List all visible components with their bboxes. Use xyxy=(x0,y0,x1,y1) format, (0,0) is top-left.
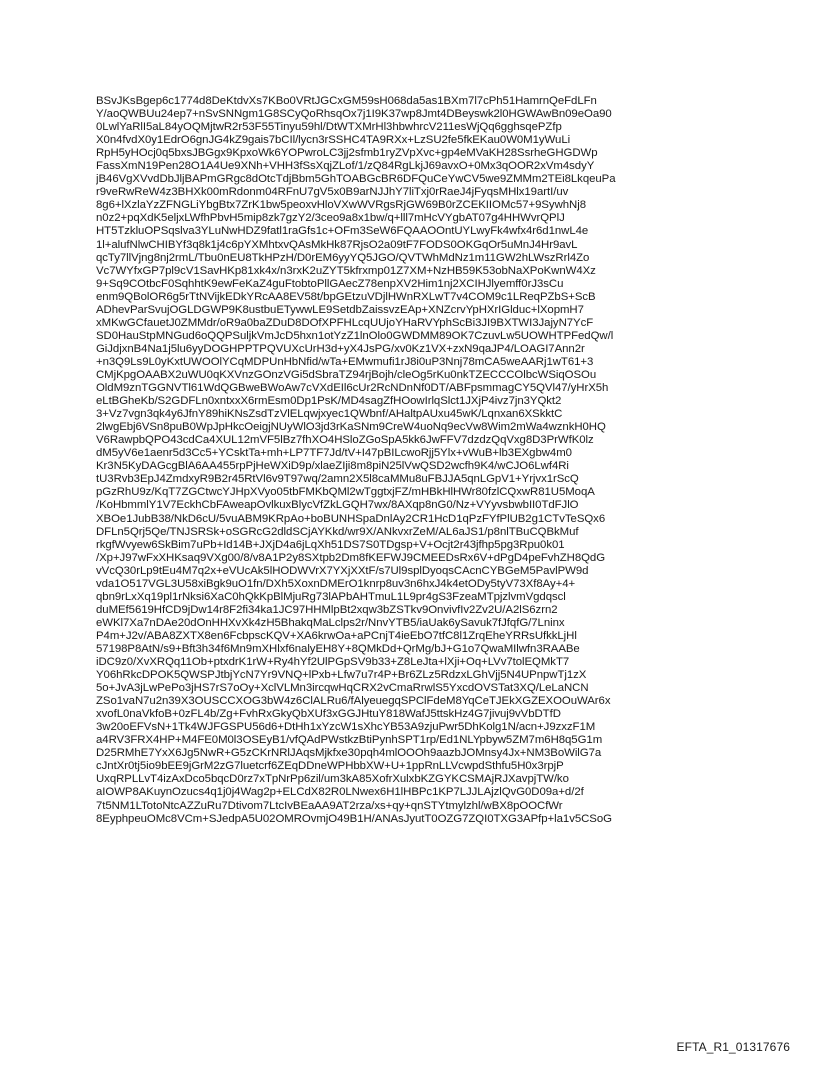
text-line: ADhevParSvujOGLDGWP9K8ustbuETywwLE9SetdbZaissvzEAp+XNZcrvYpHXrIGlduc+lXopmH7 xyxy=(96,303,584,316)
text-line: a4RV3FRX4HP+M4FE0M0l3OSEyB1/vfQAdPWstkzBtiPynhSPT1rp/Ed1NLYpbyw5ZM7m6H8q5G1m xyxy=(96,734,603,747)
text-line: vda1O517VGL3U58xiBgk9uO1fn/DXh5XoxnDMErO1knrp8uv3n6hxJ4k4etODy5tyV73Xf8Ay+4+ xyxy=(96,577,576,590)
text-line: P4m+J2v/ABA8ZXTX8en6FcbpscKQV+XA6krwOa+aPCnjT4ieEbO7tfC8l1ZrqEheYRRsUfkkLjHl xyxy=(96,629,577,642)
text-line: 7t5NM1LTotoNtcAZZuRu7Dtivom7LtcIvBEaAA9AT2rza/xs+qy+qnSTYtmylzhl/wBX8pOOCfWr xyxy=(96,799,563,812)
text-line: Vc7WYfxGP7pl9cV1SavHKp81xk4x/n3rxK2uZYT5kfrxmp01Z7XM+NzHB59K53obNaXPoKwnW4Xz xyxy=(96,264,596,277)
text-line: Y06hRkcDPOK5QWSPJtbjYcN7Yr9VNQ+lPxb+Lfw7u7r4P+Br6ZLz5RdzxLGhVjj5N4UPnpwTj1zX xyxy=(96,669,587,682)
text-line: duMEf5619HfCD9jDw14r8F2fi34ka1JC97HHMlpBt2xqw3bZSTkv9OnvivfIv2Zv2U/A2lS6zrn2 xyxy=(96,603,558,616)
text-line: GiJdjxnB4Na1j5lu6yyDOGHPPTPQVUXcUrH3d+yX4JsPG/xv0Kz1VX+zxN9qaJP4/LOAGI7Ann2r xyxy=(96,342,585,355)
text-line: DFLn5Qrj5Qe/TNJSRSk+oSGRcG2dldSCjAYKkd/wr9X/ANkvxrZeM/AL6aJS1/p8nlTBuCQBkMuf xyxy=(96,525,579,538)
text-line: jB46VgXVvdDbJljBAPmGRgc8dOtcTdjBbm5GhTOABGcBR6DFQuCeYwCV5we9ZMMm2TEi8LkqeuPa xyxy=(96,173,616,186)
text-line: V6RawpbQPO43cdCa4XUL12mVF5lBz7fhXO4HSloZGoSpA5kk6JwFFV7dzdzQqVxg8D3PrWfK0lz xyxy=(96,434,594,447)
text-line: cJntXr0tj5io9bEE9jGrM2zG7luetcrf6ZEqDDneWPHbbXW+U+1ppRnLLVcwpdSthfu5H0x3rpjP xyxy=(96,760,564,773)
text-line: 9+Sq9COtbcF0SqhhtK9ewFeKaZ4guFtobtoPllGAecZ78enpXV2Him1nj2XCIHJlyemff0rJ3sCu xyxy=(96,277,564,290)
text-line: dM5yV6e1aenr5d3Cc5+YCsktTa+mh+LP7TF7Jd/tV+I47pBILcwoRjj5Ylx+vWuB+lb3EXgbw4m0 xyxy=(96,447,572,460)
text-line: CMjKpgOAABX2uWU0qKXVnzGOnzVGi5dSbraTZ94rjBojh/cleOg5rKu0nkTZECCCOlbcWSiqOSOu xyxy=(96,368,597,381)
text-line: /KoHbmmlY1V7EckhCbFAweapOvlkuxBlycVfZkLGQH7wx/8AXqp8nG0/Nz+VYyvsbwbII0TdFJlO xyxy=(96,499,579,512)
text-line: tU3Rvb3EpJ4ZmdxyR9B2r45RtVl6v9T97wq/2amn2X5l8caMMu8uFBJJA5qnLGpV1+Yrjvx1rScQ xyxy=(96,473,579,486)
text-line: vVcQ30rLp9tEu4M7q2x+eVUcAk5lHODWVrX7YXjXXtF/s7Ul9splDyoqsCAcnCYBGeM5PavlPW9d xyxy=(96,564,589,577)
text-line: SD0HauStpMNGud6oQQPSuljkVmJcD5hxn1otYzZ1lnOlo0GWDMM89OK7CzuvLw5UOWHTPFedQw/l xyxy=(96,329,614,342)
text-line: ZSo1vaN7u2n39X3OUSCCXOG3bW4z6ClALRu6/fAlyeuegqSPClFdeM8YqCeTJEkXGZEXOOuWAr6x xyxy=(96,695,611,708)
text-line: 3w20oEFVsN+1Tk4WJFGSPU56d6+DtHh1xYzcW1sXhcYB53A9zjuPwr5DhKolg1N/acn+J9zxzF1M xyxy=(96,721,596,734)
text-line: HT5TzkluOPSqslva3YLuNwHDZ9fatl1raGfs1c+OFm3SeW6FQAAOOntUYLwyFk4wfx4r6d1nwL4e xyxy=(96,225,589,238)
text-line: Y/aoQWBUu24ep7+nSvSNNgm1G8SCyQoRhsqOx7j1I9K37wp8Jmt4DBeyswk2l0HGWAwBn09eOa90 xyxy=(96,108,612,121)
text-line: X0n4fvdX0y1EdrO6gnJG4kZ9gais7bCIl/lycn3rSSHC4TA9RXx+LzSU2fe5fkEKau0W0M1yWuLi xyxy=(96,134,571,147)
text-line: xMKwGCfauetJ0ZMMdr/oR9a0baZDuD8DOfXPFHLcqUUjoYHaRVYphScBi3JI9BXTWI3JajyN7YcF xyxy=(96,316,594,329)
text-line: +n3Q9Ls9L0yKxtUWOOlYCqMDPUnHbNfid/wTa+EMwmufi1rJ8i0uP3Nnj78mCA5weAARj1wT61+3 xyxy=(96,355,594,368)
text-line: eWKl7Xa7nDAe20dOnHHXvXk4zH5BhakqMaLclps2r/NnvYTB5/iaUak6ySavuk7fJfqfG/7Lninx xyxy=(96,616,565,629)
bates-number: EFTA_R1_01317676 xyxy=(676,1040,790,1054)
text-line: FassXmN19Pen28O1A4Ue9XNh+VHH3fSsXqjZLof/1/zQ84RgLkjJ69avxO+0Mx3qOOR2xVm4sdyY xyxy=(96,160,595,173)
text-line: 1l+alufNlwCHIBYf3q8k1j4c6pYXMhtxvQAsMkHk87RjsO2a09tF7FODS0OKGqOr5uMnJ4Hr9avL xyxy=(96,238,578,251)
text-line: 2lwgEbj6VSn8puB0WpJpHkcOeigjNUyWlO3jd3rKaSNm9CreW4uoNq9ecVw8Wim2mWa4wznkH0HQ xyxy=(96,421,606,434)
text-line: RpH5yHOcj0q5bxsJBGgx9KpxoWk6YOPwroLC3jj2sfmb1ryZVpXvc+gp4eMVaKH28SsrheGHGDWp xyxy=(96,147,598,160)
text-line: UxqRPLLvT4izAxDco5bqcD0rz7xTpNrPp6zil/um3kA85XofrXulxbKZGYKCSMAjRJXavpjTW/ko xyxy=(96,773,569,786)
text-line: rkgfWvyew6SkBim7uPb+Id14B+JXjD4a6jLqXh51DS7S0TDgsp+V+Ocjt2r43jfhp5pg3Rpu0k01 xyxy=(96,538,565,551)
text-line: OldM9znTGGNVTl61WdQGBweBWoAw7cVXdEIl6cUr2RcNDnNf0DT/ABFpsmmagCY5QVl47/yHrX5h xyxy=(96,382,609,395)
text-line: eLtBGheKb/S2GDFLn0xntxxX6rmEsm0Dp1PsK/MD4sagZfHOowIrlqSlct1JXjP4ivz7jn3YQkt2 xyxy=(96,395,562,408)
text-line: enm9QBolOR6g5rTtNVijkEDkYRcAA8EV58t/bpGEtzuVDjlHWnRXLwT7v4COM9c1LReqPZbS+ScB xyxy=(96,290,596,303)
text-line: r9veRwReW4z3BHXk00mRdonm04RFnU7gV5x0B9arNJJhY7liTxj0rRaeJ4jFyqsMHlx19artI/uv xyxy=(96,186,569,199)
text-line: /Xp+J97wFxXHKsaq9VXg00/8/v8A1P2y8SXtpb2Dm8fKEFWJ9CMEEDsRx6V+dPgD4peFvhZH8QdG xyxy=(96,551,606,564)
text-line: 8EyphpeuOMc8VCm+SJedpA5U02OMROvmjO49B1H/ANAsJyutT0OZG7ZQI0TXG3APfp+la1v5CSoG xyxy=(96,812,612,825)
text-line: n0z2+pqXdK5eljxLWfhPbvH5mip8zk7gzY2/3ceo9a8x1bw/q+lll7mHcVYgbAT07g4HHWvrQPlJ xyxy=(96,212,565,225)
text-line: 57198P8AtN/s9+Bft3h34f6Mn9mXHlxf6nalyEH8Y+8QMkDd+QrMg/bJ+G1o7QwaMIlwfn3RAABe xyxy=(96,642,580,655)
text-line: XBOe1JubB38/NkD6cU/5vuABM9KRpAo+boBUNHSpaDnlAy2CR1HcD1qPzFYfPlUB2g1CTvTeSQx6 xyxy=(96,512,606,525)
text-line: aIOWP8AKuynOzucs4q1j0j4Wag2p+ELCdX82R0LNwex6H1lHBPc1KP7LJJLAjzlQvG0D09a+d/2f xyxy=(96,786,584,799)
text-line: qcTy7llVjng8nj2rmL/Tbu0nEU8TkHPzH/D0rEM6yyYQ5JGO/QVTWhMdNz1m11GW2hLWszRrl4Zo xyxy=(96,251,590,264)
text-line: qbn9rLxXq19pl1rNksi6XaC0hQkKpBlMjuRg73lAPbAHTmuL1L9pr4gS3FzeaMTpjzlvmVgdqscl xyxy=(96,590,566,603)
text-line: 3+Vz7vgn3qk4y6JfnY89hiKNsZsdTzVlELqwjxyec1QWbnf/AHaltpAUxu45wK/Lqnxan6XSkktC xyxy=(96,408,563,421)
text-line: xvofL0naVkfoB+0zFL4b/Zg+FvhRxGkyQbXUf3xGGJHtuY818WafJ5ttskHz4G7jivuj9vVbDTfD xyxy=(96,708,561,721)
text-line: 0LwlYaRlI5aL84yOQMjtwR2r53F55Tinyu59hl/DtWTXMrHl3hbwhrcV211esWjQq6gghsqePZfp xyxy=(96,121,562,134)
text-line: Kr3N5KyDAGcgBlA6AA455rpPjHeWXiD9p/xlaeZIji8m8piN25lVwQSD2wcfh9K4/wCJO6Lwf4Ri xyxy=(96,460,569,473)
text-line: BSvJKsBgep6c1774d8DeKtdvXs7KBo0VRtJGCxGM59sH068da5as1BXm7l7cPh51HamrnQeFdLFn xyxy=(96,95,597,107)
text-line: 8g6+lXzlaYzZFNGLiYbgBtx7ZrK1bw5peoxvHloVXwWVRgsRjGW69B0rZCEKIIOMc57+9SywhNj8 xyxy=(96,199,586,212)
text-line: pGzRhU9z/KqT7ZGCtwcYJHpXVyo05tbFMKbQMl2wTggtxjFZ/mHBkHlHWr80fzlCQxwR81U5MoqA xyxy=(96,486,595,499)
text-line: 5o+JvA3jLwPePo3jHS7rS7oOy+XclVLMn3ircqwHqCRX2vCmaRrwlS5YxcdOVSTat3XQ/LeLaNCN xyxy=(96,682,589,695)
text-line: iDC9z0/XvXRQq11Ob+ptxdrK1rW+Ry4hYf2UlPGpSV9b33+Z8LeJta+lXji+Oq+LVv7tolEQMkT7 xyxy=(96,656,570,669)
text-line: D25RMhE7YxX6Jg5NwR+G5zCKrNRlJAqsMjkfxe30pqh4mlOOOh9aazbJOMnsy4Jx+NM3BoWilG7a xyxy=(96,747,602,760)
document-body xyxy=(96,95,736,826)
